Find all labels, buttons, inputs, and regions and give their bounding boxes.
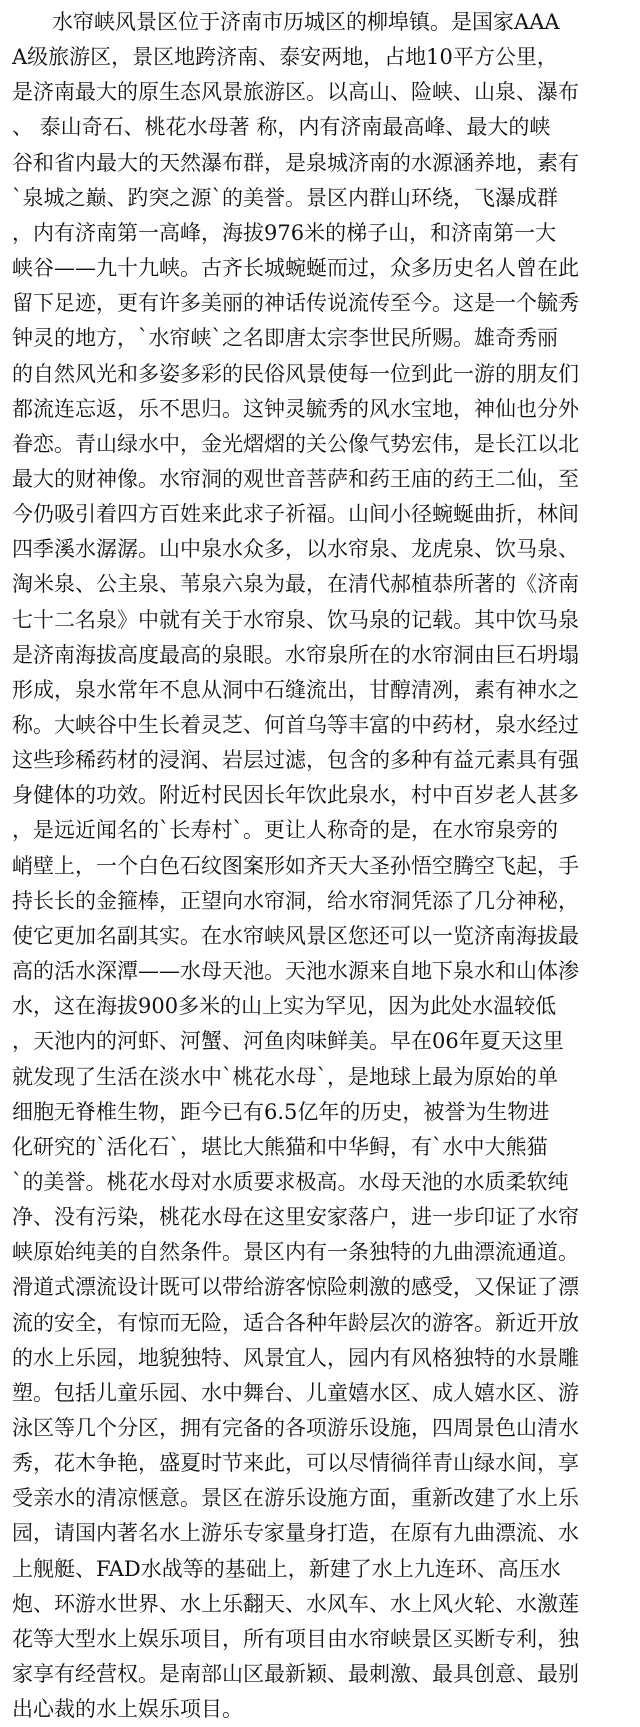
text-line: 受亲水的清凉惬意。景区在游乐设施方面，重新改建了水上乐 <box>12 1486 579 1511</box>
text-line: 塑。包括儿童乐园、水中舞台、儿童嬉水区、成人嬉水区、游 <box>12 1380 579 1405</box>
text-line: 上舰艇、FAD水战等的基础上，新建了水上九连环、高压水 <box>12 1556 561 1581</box>
text-line: 这些珍稀药材的浸润、岩层过滤，包含的多种有益元素具有强 <box>12 748 579 773</box>
text-line: 峭壁上，一个白色石纹图案形如齐天大圣孙悟空腾空飞起，手 <box>12 853 579 878</box>
text-line: 形成，泉水常年不息从洞中石缝流出，甘醇清冽，素有神水之 <box>12 677 579 702</box>
text-line: 净、没有污染，桃花水母在这里安家落户，进一步印证了水帘 <box>12 1205 579 1230</box>
text-line: 就发现了生活在淡水中`桃花水母`，是地球上最为原始的单 <box>12 1064 558 1089</box>
text-line: 今仍吸引着四方百姓来此求子祈福。山间小径蜿蜒曲折，林间 <box>12 502 579 527</box>
text-line: 淘米泉、公主泉、苇泉六泉为最，在清代郝植恭所著的《济南 <box>12 572 579 597</box>
text-line: ，是远近闻名的`长寿村`。更让人称奇的是，在水帘泉旁的 <box>12 818 558 843</box>
text-line: 细胞无脊椎生物，距今已有6.5亿年的历史，被誉为生物进 <box>12 1099 550 1124</box>
text-line: 高的活水深潭——水母天池。天池水源来自地下泉水和山体渗 <box>12 959 579 984</box>
text-line: 出心裁的水上娱乐项目。 <box>12 1697 243 1722</box>
text-line: 的水上乐园，地貌独特、风景宜人，园内有风格独特的水景雕 <box>12 1345 579 1370</box>
text-line: 都流连忘返，乐不思归。这钟灵毓秀的风水宝地，神仙也分外 <box>12 396 579 421</box>
text-line: `泉城之巅、趵突之源`的美誉。景区内群山环绕，飞瀑成群 <box>12 185 558 210</box>
text-line: 秀，花木争艳，盛夏时节来此，可以尽情徜徉青山绿水间，享 <box>12 1451 579 1476</box>
text-line: 峡谷——九十九峡。古齐长城蜿蜒而过，众多历史名人曾在此 <box>12 256 579 281</box>
text-line: 水帘峡风景区位于济南市历城区的柳埠镇。是国家AAA <box>12 10 560 34</box>
text-line: 家享有经营权。是南部山区最新颖、最刺激、最具创意、最别 <box>12 1662 579 1687</box>
text-line: 峡原始纯美的自然条件。景区内有一条独特的九曲漂流通道。 <box>12 1240 579 1265</box>
text-line: 四季溪水潺潺。山中泉水众多，以水帘泉、龙虎泉、饮马泉、 <box>12 537 579 562</box>
text-line: 钟灵的地方，`水帘峡`之名即唐太宗李世民所赐。雄奇秀丽 <box>12 326 558 351</box>
text-line: 水，这在海拔900多米的山上实为罕见，因为此处水温较低 <box>12 994 557 1019</box>
text-line: 流的安全，有惊而无险，适合各种年龄层次的游客。新近开放 <box>12 1310 579 1335</box>
text-line: 使它更加名副其实。在水帘峡风景区您还可以一览济南海拔最 <box>12 923 579 948</box>
text-line: 是济南海拔高度最高的泉眼。水帘泉所在的水帘洞由巨石坍塌 <box>12 642 579 667</box>
text-line: ，内有济南第一高峰，海拔976米的梯子山，和济南第一大 <box>12 220 557 245</box>
text-line: 炮、环游水世界、水上乐翻天、水风车、水上风火轮、水激莲 <box>12 1591 579 1616</box>
text-line: 泳区等几个分区，拥有完备的各项游乐设施，四周景色山清水 <box>12 1416 579 1440</box>
text-line: 化研究的`活化石`，堪比大熊猫和中华鲟，有`水中大熊猫 <box>12 1134 548 1159</box>
text-line: 的自然风光和多姿多彩的民俗风景使每一位到此一游的朋友们 <box>12 361 579 386</box>
text-line: 花等大型水上娱乐项目，所有项目由水帘峡景区买断专利，独 <box>12 1626 579 1651</box>
text-line: 滑道式漂流设计既可以带给游客惊险刺激的感受，又保证了漂 <box>12 1275 579 1300</box>
text-line: 谷和省内最大的天然瀑布群，是泉城济南的水源涵养地，素有 <box>12 150 579 175</box>
text-line: 、 泰山奇石、桃花水母著 称，内有济南最高峰、最大的峡 <box>12 115 551 140</box>
text-line: 持长长的金箍棒，正望向水帘洞，给水帘洞凭添了几分神秘， <box>12 888 579 913</box>
text-line: 眷恋。青山绿水中，金光熠熠的关公像气势宏伟，是长江以北 <box>12 431 579 456</box>
text-line: 称。大峡谷中生长着灵芝、何首乌等丰富的中药材，泉水经过 <box>12 713 579 737</box>
text-line: 七十二名泉》中就有关于水帘泉、饮马泉的记载。其中饮马泉 <box>12 607 579 632</box>
text-line: `的美誉。桃花水母对水质要求极高。水母天池的水质柔软纯 <box>12 1169 569 1194</box>
text-line: 留下足迹，更有许多美丽的神话传说流传至今。这是一个毓秀 <box>12 291 579 316</box>
text-line: 是济南最大的原生态风景旅游区。以高山、险峡、山泉、瀑布 <box>12 80 579 105</box>
text-line: 身健体的功效。附近村民因长年饮此泉水，村中百岁老人甚多 <box>12 783 579 808</box>
text-line: 园，请国内著名水上游乐专家量身打造，在原有九曲漂流、水 <box>12 1521 579 1546</box>
text-line: A级旅游区，景区地跨济南、泰安两地，占地10平方公里， <box>12 45 558 70</box>
text-line: 最大的财神像。水帘洞的观世音菩萨和药王庙的药王二仙，至 <box>12 466 579 491</box>
text-line: ，天池内的河虾、河蟹、河鱼肉味鲜美。早在06年夏天这里 <box>12 1029 564 1054</box>
